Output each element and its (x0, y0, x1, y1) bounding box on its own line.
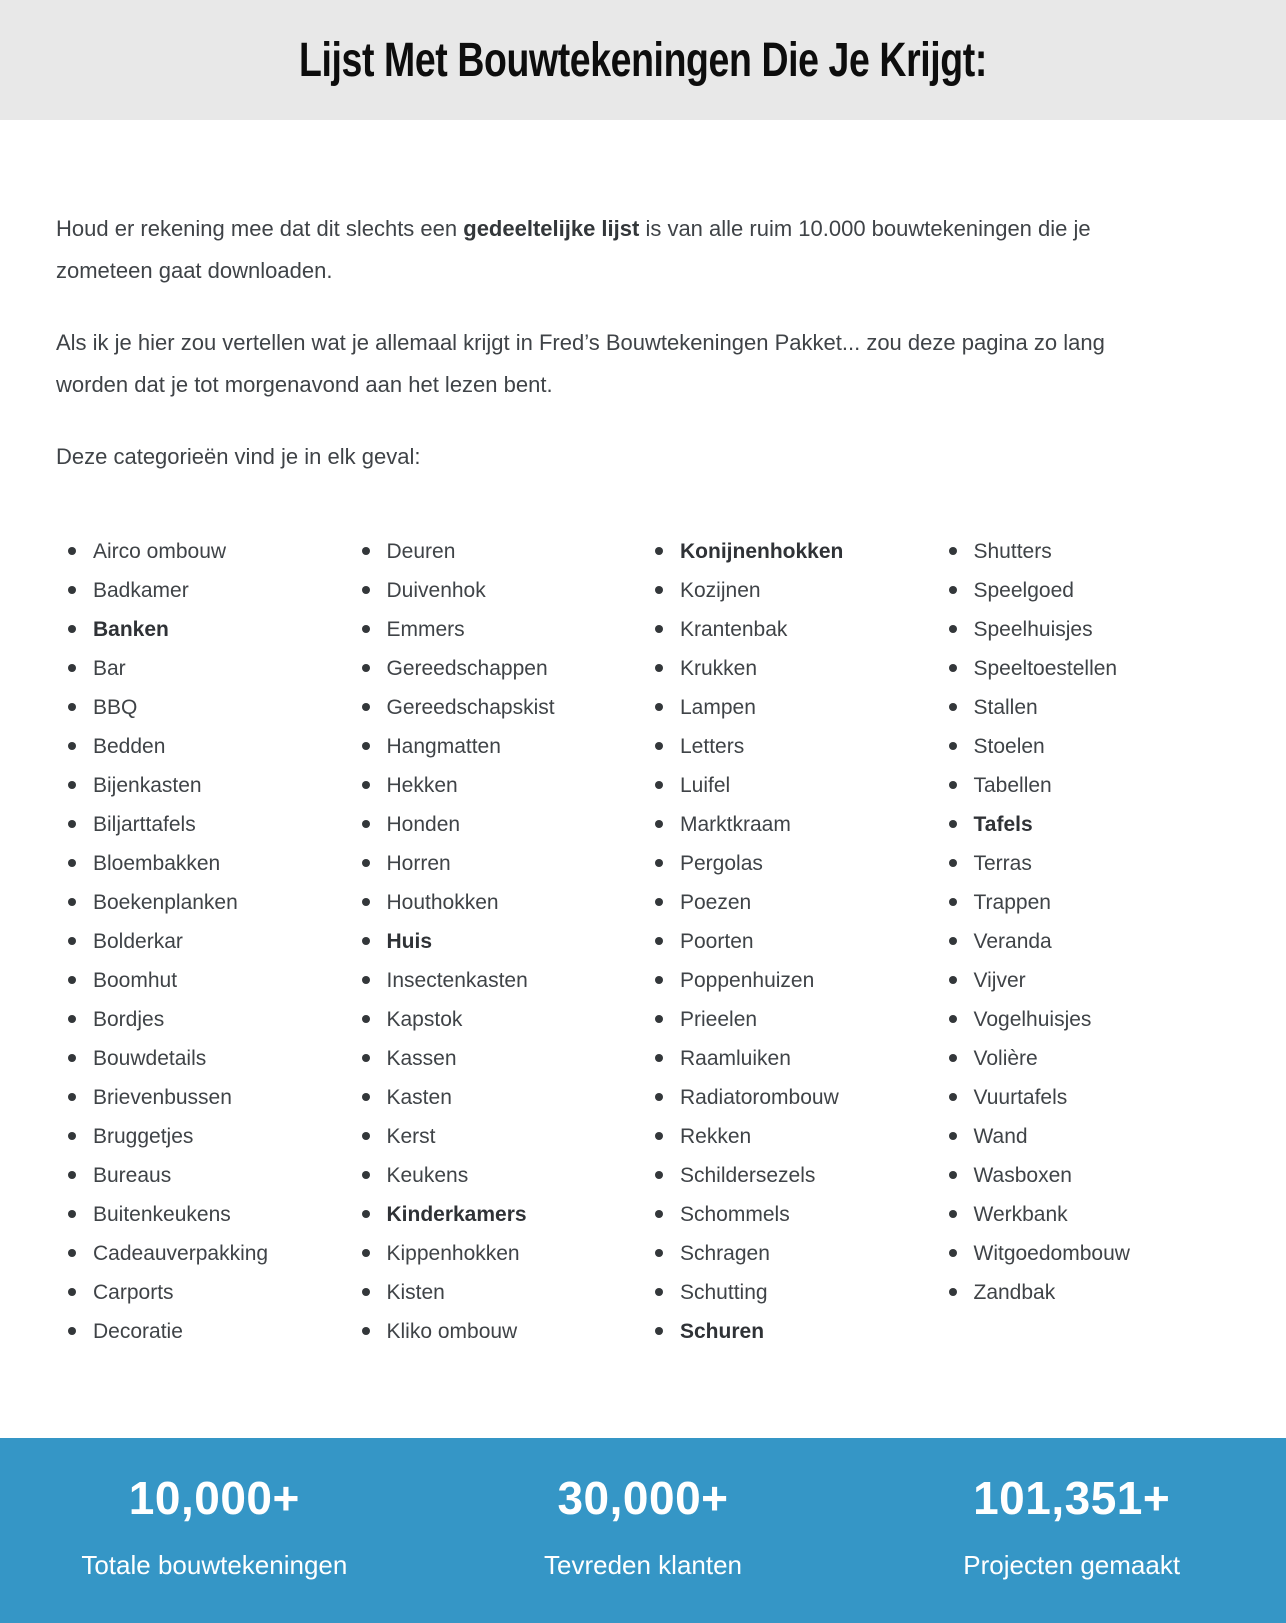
category-item: Stallen (937, 688, 1231, 727)
category-item: Bedden (56, 727, 350, 766)
category-item: Poezen (643, 883, 937, 922)
category-item: Letters (643, 727, 937, 766)
category-item: Tabellen (937, 766, 1231, 805)
category-item: Vogelhuisjes (937, 1000, 1231, 1039)
category-item: Vuurtafels (937, 1078, 1231, 1117)
category-item: Raamluiken (643, 1039, 937, 1078)
category-item: Poppenhuizen (643, 961, 937, 1000)
category-item: Speelgoed (937, 571, 1231, 610)
category-item: Schutting (643, 1273, 937, 1312)
category-item: Kerst (350, 1117, 644, 1156)
category-item: Kisten (350, 1273, 644, 1312)
category-item: Krukken (643, 649, 937, 688)
stat-happy-customers (429, 1438, 858, 1623)
category-item: Konijnenhokken (643, 532, 937, 571)
category-item: BBQ (56, 688, 350, 727)
category-item: Carports (56, 1273, 350, 1312)
category-item: Keukens (350, 1156, 644, 1195)
category-item: Kassen (350, 1039, 644, 1078)
category-item: Kozijnen (643, 571, 937, 610)
category-item: Tafels (937, 805, 1231, 844)
category-item: Kippenhokken (350, 1234, 644, 1273)
category-item: Poorten (643, 922, 937, 961)
category-column-1 (56, 532, 350, 1351)
category-item: Krantenbak (643, 610, 937, 649)
stat-total-drawings (0, 1438, 429, 1623)
intro-paragraph-3: Deze categorieën vind je in elk geval: (56, 444, 421, 469)
category-item: Bolderkar (56, 922, 350, 961)
category-item: Duivenhok (350, 571, 644, 610)
category-item: Decoratie (56, 1312, 350, 1351)
category-item: Kapstok (350, 1000, 644, 1039)
category-item: Gereedschappen (350, 649, 644, 688)
category-column-3 (643, 532, 937, 1351)
category-item: Pergolas (643, 844, 937, 883)
stat-projects-made-label: Projecten gemaakt (963, 1550, 1181, 1580)
category-item: Schuren (643, 1312, 937, 1351)
category-item: Bijenkasten (56, 766, 350, 805)
category-item: Speeltoestellen (937, 649, 1231, 688)
stat-projects-made-value: 101,351+ (973, 1472, 1171, 1524)
stat-projects-made (857, 1438, 1286, 1623)
category-item: Honden (350, 805, 644, 844)
category-item: Banken (56, 610, 350, 649)
category-item: Werkbank (937, 1195, 1231, 1234)
category-item: Houthokken (350, 883, 644, 922)
category-column-2 (350, 532, 644, 1351)
category-item: Schommels (643, 1195, 937, 1234)
category-item: Kinderkamers (350, 1195, 644, 1234)
category-item: Radiatorombouw (643, 1078, 937, 1117)
category-item: Marktkraam (643, 805, 937, 844)
category-item: Brievenbussen (56, 1078, 350, 1117)
category-item: Witgoedombouw (937, 1234, 1231, 1273)
category-item: Schildersezels (643, 1156, 937, 1195)
category-item: Bouwdetails (56, 1039, 350, 1078)
category-item: Bordjes (56, 1000, 350, 1039)
category-item: Shutters (937, 532, 1231, 571)
category-item: Stoelen (937, 727, 1231, 766)
stats-bar (0, 1438, 1286, 1623)
category-item: Gereedschapskist (350, 688, 644, 727)
category-item: Schragen (643, 1234, 937, 1273)
category-item: Wand (937, 1117, 1231, 1156)
category-columns (56, 532, 1230, 1351)
category-item: Horren (350, 844, 644, 883)
stat-total-drawings-value: 10,000+ (128, 1472, 300, 1524)
category-column-4 (937, 532, 1231, 1351)
category-item: Rekken (643, 1117, 937, 1156)
category-item: Wasboxen (937, 1156, 1231, 1195)
stat-happy-customers-value: 30,000+ (557, 1472, 729, 1524)
category-item: Vijver (937, 961, 1231, 1000)
intro-paragraph-1-bold-text: gedeeltelijke lijst (463, 216, 640, 241)
category-item: Boekenplanken (56, 883, 350, 922)
category-item: Airco ombouw (56, 532, 350, 571)
main-content (0, 120, 1286, 1438)
category-item: Hangmatten (350, 727, 644, 766)
category-item: Terras (937, 844, 1231, 883)
stat-happy-customers-label: Tevreden klanten (543, 1550, 743, 1580)
category-item: Hekken (350, 766, 644, 805)
page-title: Lijst Met Bouwtekeningen Die Je Krijgt: (299, 33, 987, 87)
category-item: Bureaus (56, 1156, 350, 1195)
category-item: Boomhut (56, 961, 350, 1000)
category-item: Kasten (350, 1078, 644, 1117)
category-item: Lampen (643, 688, 937, 727)
category-item: Cadeauverpakking (56, 1234, 350, 1273)
intro-paragraph-1-text-before: Houd er rekening mee dat dit slechts een (56, 216, 464, 241)
category-item: Kliko ombouw (350, 1312, 644, 1351)
page-header (0, 0, 1286, 120)
category-item: Emmers (350, 610, 644, 649)
stat-total-drawings-label: Totale bouwtekeningen (81, 1550, 348, 1580)
category-item: Volière (937, 1039, 1231, 1078)
category-item: Biljarttafels (56, 805, 350, 844)
category-item: Veranda (937, 922, 1231, 961)
intro-paragraph-1-text-after: is van alle ruim 10.000 bouwtekeningen die je zometeen gaat downloaden. (56, 216, 1091, 283)
category-item: Prieelen (643, 1000, 937, 1039)
category-item: Trappen (937, 883, 1231, 922)
intro-paragraph-1 (56, 208, 1126, 292)
category-item: Badkamer (56, 571, 350, 610)
category-item: Bruggetjes (56, 1117, 350, 1156)
intro-paragraph-2: Als ik je hier zou vertellen wat je allemaal krijgt in Fred’s Bouwtekeningen Pakket... zou deze pagina zo lang worden dat je tot morgenavond aan het lezen bent. (56, 330, 1105, 397)
category-item: Buitenkeukens (56, 1195, 350, 1234)
category-item: Bloembakken (56, 844, 350, 883)
category-item: Deuren (350, 532, 644, 571)
category-item: Zandbak (937, 1273, 1231, 1312)
category-item: Huis (350, 922, 644, 961)
category-item: Luifel (643, 766, 937, 805)
category-item: Bar (56, 649, 350, 688)
category-item: Insectenkasten (350, 961, 644, 1000)
category-item: Speelhuisjes (937, 610, 1231, 649)
